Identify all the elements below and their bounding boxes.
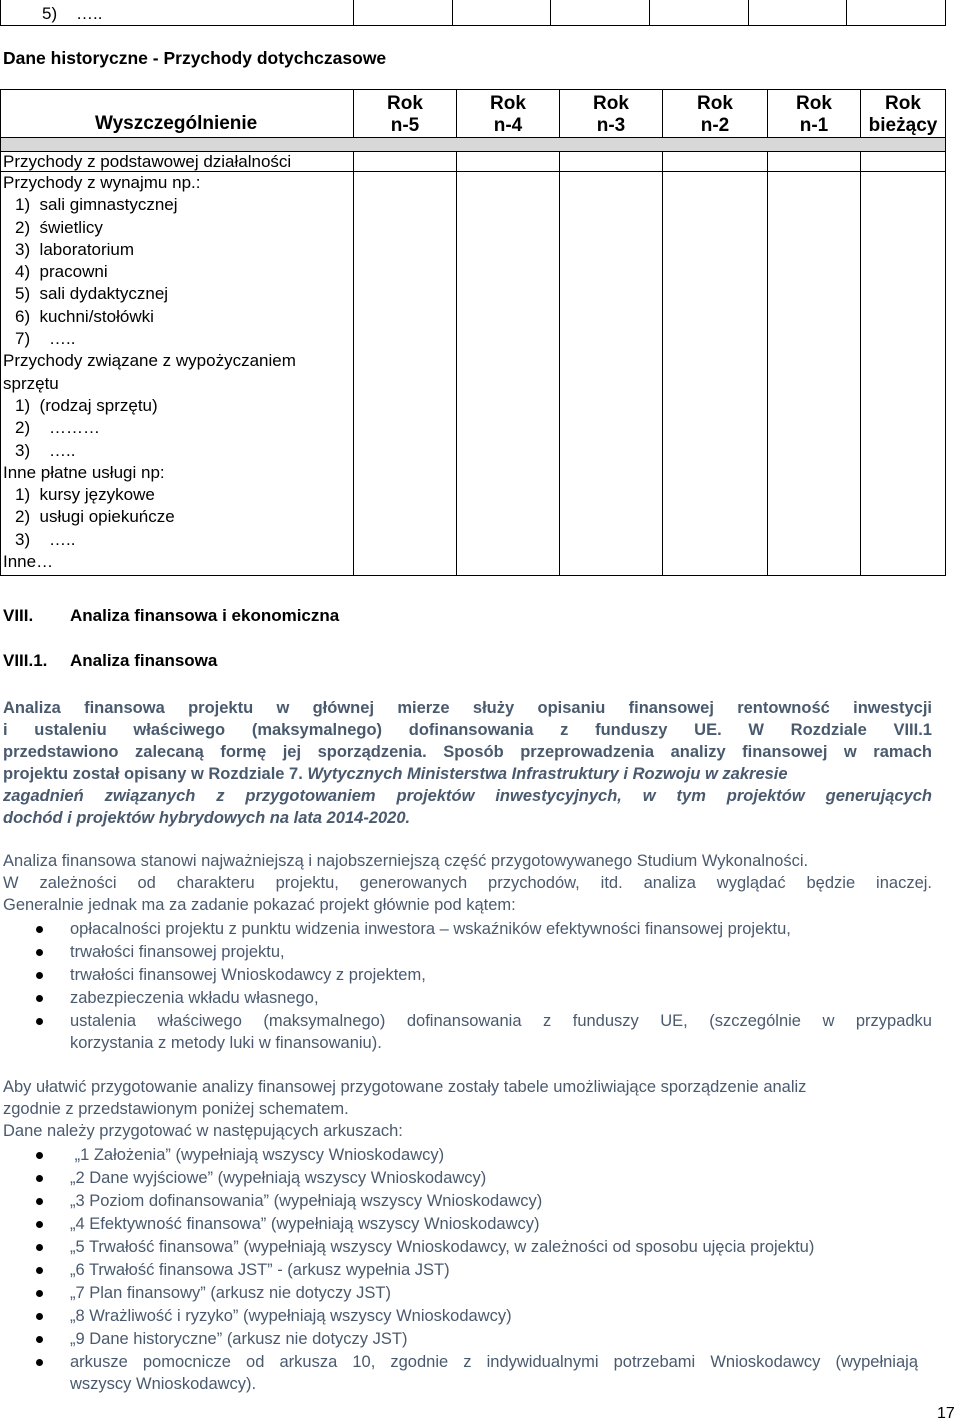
section-viii1-title: Analiza finansowa — [70, 651, 218, 670]
para1-line4-text: projektu został opisany w Rozdziale 7. — [3, 765, 308, 783]
header-cell-year — [861, 90, 946, 138]
data-cell — [354, 172, 457, 576]
bullet1-item: trwałości finansowej projektu, — [70, 943, 285, 961]
row-label-cell — [1, 152, 354, 172]
top-continuation-table — [0, 0, 946, 26]
top-row-cell — [354, 0, 453, 26]
data-cell — [560, 152, 663, 172]
para3-line3: Dane należy przygotować w następujących arkuszach: — [3, 1122, 403, 1140]
bullet-dot — [36, 1313, 43, 1320]
header-cell-year — [354, 90, 457, 138]
row-label: 3) ….. — [15, 440, 76, 460]
row-label: 7) ….. — [15, 329, 76, 349]
top-row-label: 5) ….. — [42, 4, 103, 23]
data-cell — [663, 172, 768, 576]
history-title: Dane historyczne - Przychody dotychczasowe — [3, 48, 387, 68]
data-cell — [354, 152, 457, 172]
table-shaded-separator-row — [1, 138, 946, 152]
bullet-dot — [36, 1175, 43, 1182]
bullet1-item: trwałości finansowej Wnioskodawcy z projektem, — [70, 966, 426, 984]
data-cell — [663, 152, 768, 172]
header-cell-description — [1, 90, 354, 138]
para3-line2: zgodnie z przedstawionym poniżej schematem. — [3, 1100, 349, 1118]
bullet1-item: ustalenia właściwego (maksymalnego) dofinansowania z funduszy UE, (szczególnie w przypadku — [70, 1012, 932, 1030]
sheet-list-item: „9 Dane historyczne” (arkusz nie dotyczy JST) — [70, 1330, 408, 1348]
sheet-list-item: „6 Trwałość finansowa JST” - (arkusz wypełnia JST) — [70, 1261, 450, 1279]
sheet-list-item-continuation: wszyscy Wnioskodawcy). — [70, 1375, 257, 1393]
row-label: 5) sali dydaktycznej — [15, 284, 169, 304]
bullet-dot — [36, 1018, 43, 1025]
column-header-label: Wyszczególnienie — [95, 113, 258, 134]
row-label: 6) kuchni/stołówki — [15, 306, 154, 326]
bullet1-item: zabezpieczenia wkładu własnego, — [70, 989, 319, 1007]
year-header-line2: n-5 — [390, 115, 420, 136]
top-row-cell — [551, 0, 650, 26]
row-label: 2) świetlicy — [15, 217, 103, 237]
header-cell-year — [768, 90, 861, 138]
data-cell — [457, 172, 560, 576]
section-viii-number: VIII. — [3, 606, 34, 625]
sheet-list-item: arkusze pomocnicze od arkusza 10, zgodnie z indywidualnymi potrzebami Wnioskodawcy (wypełniają — [70, 1353, 918, 1371]
data-cell — [768, 152, 861, 172]
data-cell — [560, 172, 663, 576]
year-header-line1: Rok — [490, 93, 526, 114]
bullet-dot — [36, 1267, 43, 1274]
year-header-line1: Rok — [796, 93, 832, 114]
top-row-cell — [649, 0, 748, 26]
top-row-cell — [452, 0, 551, 26]
row-label: 1) (rodzaj sprzętu) — [15, 395, 158, 415]
bullet1-item-continuation: korzystania z metody luki w finansowaniu). — [70, 1034, 382, 1052]
row-label: 3) ….. — [15, 529, 76, 549]
top-row-cell — [748, 0, 847, 26]
row-label: 1) kursy językowe — [15, 485, 155, 505]
data-cell — [861, 172, 946, 576]
row-label: Inne płatne usługi np: — [3, 462, 165, 482]
para1-line4 — [3, 763, 932, 785]
year-header-line1: Rok — [387, 93, 423, 114]
header-cell-year — [663, 90, 768, 138]
para1-line3: przedstawiono zalecaną formę jej sporządzenia. Sposób przeprowadzenia analizy finansowej w ramach — [3, 743, 932, 761]
bullet-dot — [36, 1244, 43, 1251]
sheet-list-item: „1 Założenia” (wypełniają wszyscy Wnioskodawcy) — [70, 1146, 445, 1164]
row-label: Przychody z podstawowej działalności — [3, 152, 292, 171]
year-header-line2: n-4 — [493, 115, 523, 136]
year-header-line2: n-3 — [596, 115, 626, 136]
section-viii1-number: VIII.1. — [3, 651, 48, 670]
bullet-dot — [36, 1198, 43, 1205]
bullet-dot — [36, 949, 43, 956]
bullet-dot — [36, 926, 43, 933]
para3-line1: Aby ułatwić przygotowanie analizy finansowej przygotowane zostały tabele umożliwiające sporządzenie analiz — [3, 1078, 807, 1096]
table-header-row — [1, 90, 946, 138]
row-label: Przychody związane z wypożyczaniem — [3, 351, 296, 371]
year-header-line1: Rok — [593, 93, 629, 114]
page-number: 17 — [937, 1405, 955, 1422]
sheet-list-item: „8 Wrażliwość i ryzyko” (wypełniają wszyscy Wnioskodawcy) — [70, 1307, 512, 1325]
bullet-dot — [36, 972, 43, 979]
row-label: 1) sali gimnastycznej — [15, 195, 178, 215]
para2-line2: W zależności od charakteru projektu, generowanych przychodów, itd. analiza wyglądać będzie inaczej. — [3, 874, 932, 892]
header-cell-year — [457, 90, 560, 138]
data-cell — [861, 152, 946, 172]
year-header-line1: Rok — [697, 93, 733, 114]
row-label: 3) laboratorium — [15, 239, 135, 259]
bullet-dot — [36, 1359, 43, 1366]
data-cell — [457, 152, 560, 172]
sheet-list-item: „5 Trwałość finansowa” (wypełniają wszyscy Wnioskodawcy, w zależności od sposobu ujęcia projektu) — [70, 1238, 815, 1256]
bullet-dot — [36, 1221, 43, 1228]
para1-line2: i ustaleniu właściwego (maksymalnego) dofinansowania z funduszy UE. W Rozdziale VIII.1 — [3, 721, 932, 739]
row-label: sprzętu — [3, 373, 59, 393]
section-viii-title: Analiza finansowa i ekonomiczna — [70, 606, 340, 625]
para2-line1: Analiza finansowa stanowi najważniejszą i najobszerniejszą część przygotowywanego Studium Wykonalności. — [3, 852, 809, 870]
shaded-separator-cell — [1, 138, 946, 152]
para1-line4-italic: Wytycznych Ministerstwa Infrastruktury i Rozwoju w zakresie — [307, 765, 788, 783]
row-label-cell — [1, 172, 354, 576]
bullet-dot — [36, 995, 43, 1002]
bullet-dot — [36, 1290, 43, 1297]
sheet-list-item: „3 Poziom dofinansowania” (wypełniają wszyscy Wnioskodawcy) — [70, 1192, 543, 1210]
bullet1-item: opłacalności projektu z punktu widzenia inwestora – wskaźników efektywności finansowej projektu, — [70, 920, 791, 938]
top-row-cell — [847, 0, 946, 26]
top-row-label-cell — [1, 0, 354, 26]
sheet-list-item: „4 Efektywność finansowa” (wypełniają wszyscy Wnioskodawcy) — [70, 1215, 540, 1233]
row-label: 4) pracowni — [15, 262, 108, 282]
sheet-list-item: „7 Plan finansowy” (arkusz nie dotyczy JST) — [70, 1284, 391, 1302]
para1-line5: zagadnień związanych z przygotowaniem projektów inwestycyjnych, w tym projektów generujących — [3, 787, 932, 805]
row-label: Inne… — [3, 552, 54, 572]
year-header-line2: n-1 — [799, 115, 829, 136]
bullet-dot — [36, 1152, 43, 1159]
row-label: 2) usługi opiekuńcze — [15, 507, 175, 527]
row-label: 2) ……… — [15, 418, 101, 438]
row-label: Przychody z wynajmu np.: — [3, 173, 201, 192]
table-row — [1, 152, 946, 172]
year-header-line2: bieżący — [868, 115, 938, 136]
year-header-line2: n-2 — [700, 115, 730, 136]
header-cell-year — [560, 90, 663, 138]
history-table — [0, 89, 946, 576]
sheet-list-item: „2 Dane wyjściowe” (wypełniają wszyscy Wnioskodawcy) — [70, 1169, 487, 1187]
para1-line6: dochód i projektów hybrydowych na lata 2014-2020. — [3, 809, 411, 827]
data-cell — [768, 172, 861, 576]
table-row — [1, 172, 946, 576]
para1-line1: Analiza finansowa projektu w głównej mierze służy opisaniu finansowej rentowność inwestycji — [3, 699, 932, 717]
year-header-line1: Rok — [885, 93, 921, 114]
para2-line3: Generalnie jednak ma za zadanie pokazać projekt głównie pod kątem: — [3, 896, 516, 914]
bullet-dot — [36, 1336, 43, 1343]
